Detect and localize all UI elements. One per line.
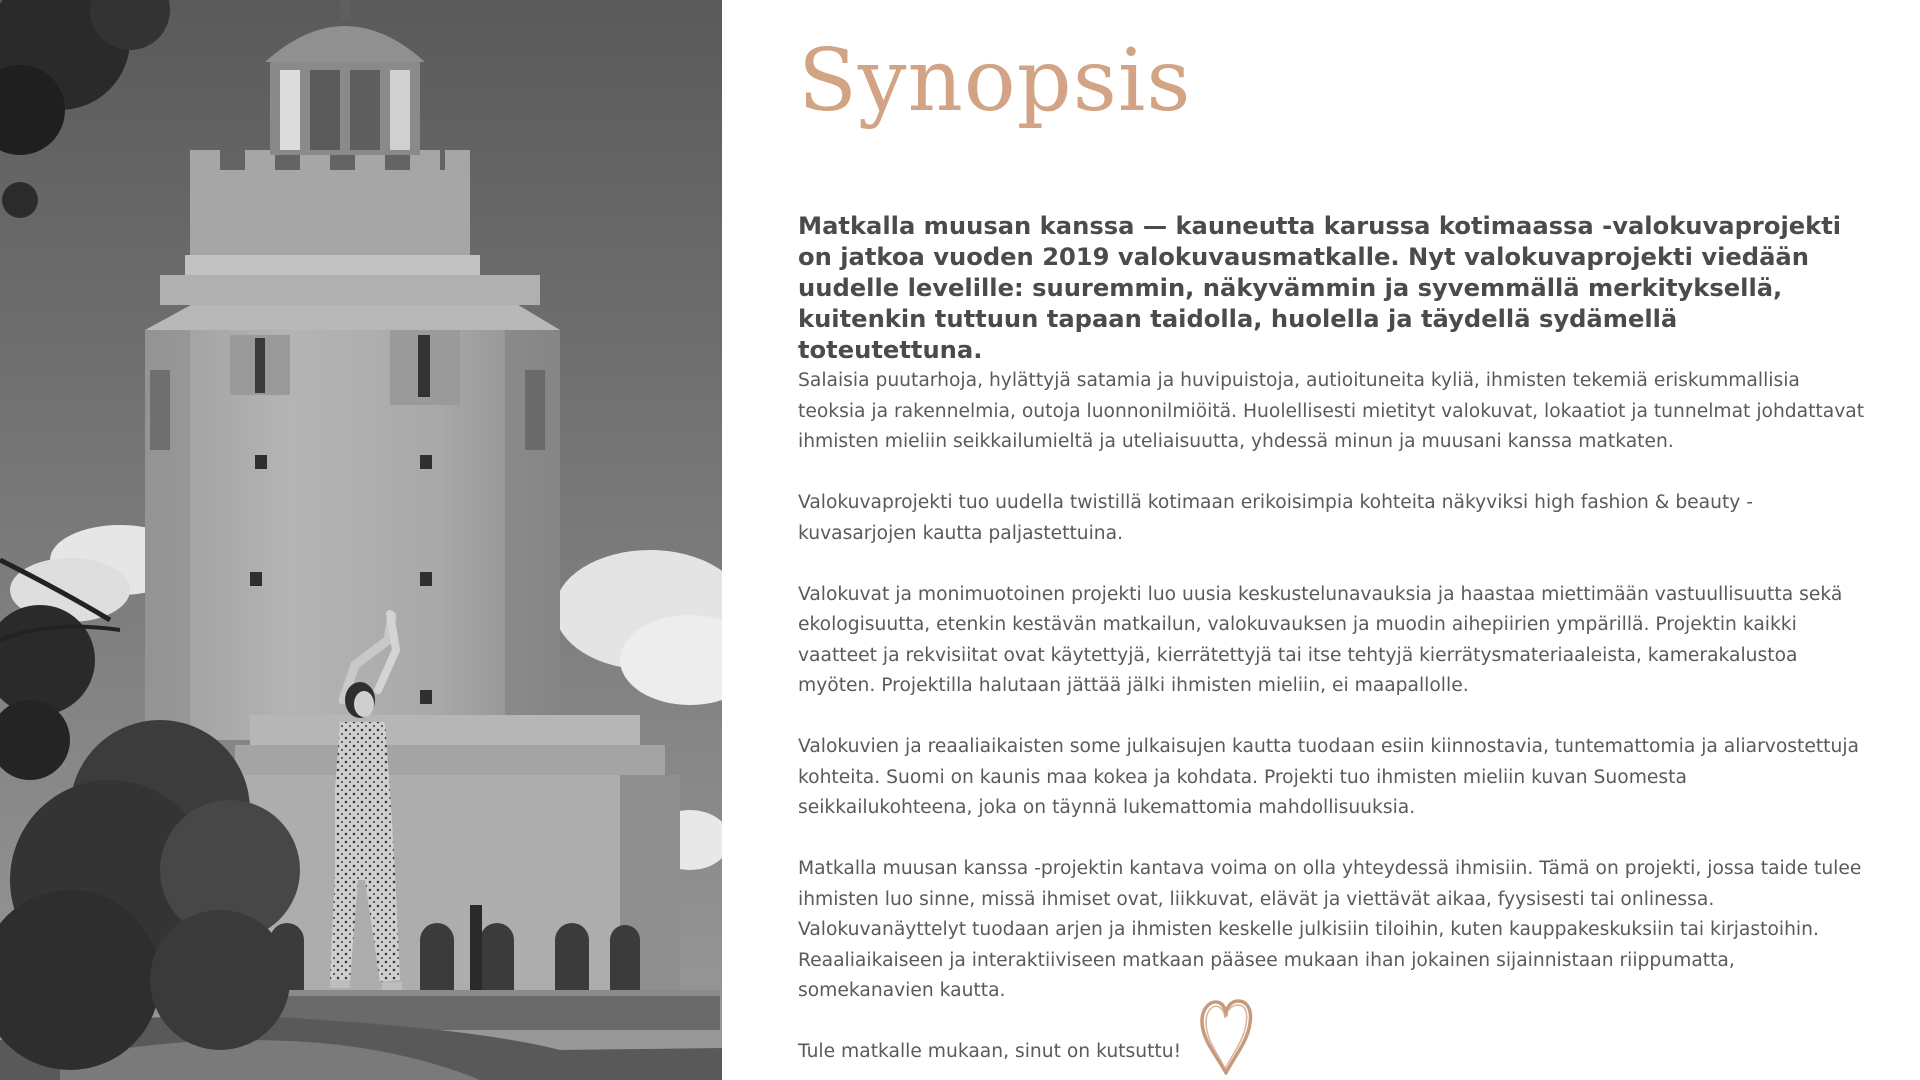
paragraph: Valokuvat ja monimuotoinen projekti luo uusia keskustelunavauksia ja haastaa miettimään vastuullisuutta sekä ekologisuutta, etenkin kestävän matkailun, valokuvauksen ja muodin aihepiirien ympärillä. Projektin kaikki vaatteet ja rekvisiitat ovat käytettyjä, kierrätettyjä tai itse tehtyjä kierrätysmateriaaleista, kamerakalustoa myöten. Projektilla halutaan jättää jälki ihmisten mieliin, ei maapallolle. (798, 583, 1843, 696)
body-text (798, 366, 1866, 1068)
closing-line (798, 1037, 1866, 1068)
paragraph: Valokuvaprojekti tuo uudella twistillä kotimaan erikoisimpia kohteita näkyviksi high fashion & beauty -kuvasarjojen kautta paljastettuina. (798, 492, 1754, 544)
heart-icon (1198, 995, 1254, 1077)
paragraph: Salaisia puutarhoja, hylättyjä satamia ja huvipuistoja, autioituneita kyliä, ihmisten tekemiä eriskummallisia teoksia ja rakennelmia, outoja luonnonilmiöitä. Huolellisesti mietityt valokuvat, lokaatiot ja tunnelmat johdattavat ihmisten mieliin seikkailumieltä ja uteliaisuutta, yhdessä minun ja muusani kanssa matkaten. (798, 370, 1865, 452)
paragraph: Valokuvien ja reaaliaikaisten some julkaisujen kautta tuodaan esiin kiinnostavia, tuntemattomia ja aliarvostettuja kohteita. Suomi on kaunis maa kokea ja kohdata. Projekti tuo ihmisten mieliin kuvan Suomesta seikkailukohteena, joka on täynnä lukemattomia mahdollisuuksia. (798, 736, 1859, 818)
closing-text: Tule matkalle mukaan, sinut on kutsuttu! (798, 1041, 1182, 1062)
tower-photo (0, 0, 722, 1080)
synopsis-section (798, 0, 1868, 1080)
lead-paragraph: Matkalla muusan kanssa — kauneutta karussa kotimaassa -valokuvaprojekti on jatkoa vuoden 2019 valokuvausmatkalle. Nyt valokuvaprojekti viedään uudelle levelille: suuremmin, näkyvämmin ja syvemmällä merkityksellä, kuitenkin tuttuun tapaan taidolla, huolella ja täydellä sydämellä toteutettuna. (798, 212, 1842, 364)
page-title: Synopsis (798, 31, 1192, 131)
paragraph: Matkalla muusan kanssa -projektin kantava voima on olla yhteydessä ihmisiin. Tämä on projekti, jossa taide tulee ihmisten luo sinne, missä ihmiset ovat, liikkuvat, elävät ja viettävät aikaa, fyysisesti tai onlinessa. Valokuvanäyttelyt tuodaan arjen ja ihmisten keskelle julkisiin tiloihin, kuten kauppakeskuksiin tai kirjastoihin. Reaaliaikaiseen ja interaktiiviseen matkaan pääsee mukaan ihan jokainen sijainnistaan riippumatta, somekanavien kautta. (798, 858, 1862, 1001)
